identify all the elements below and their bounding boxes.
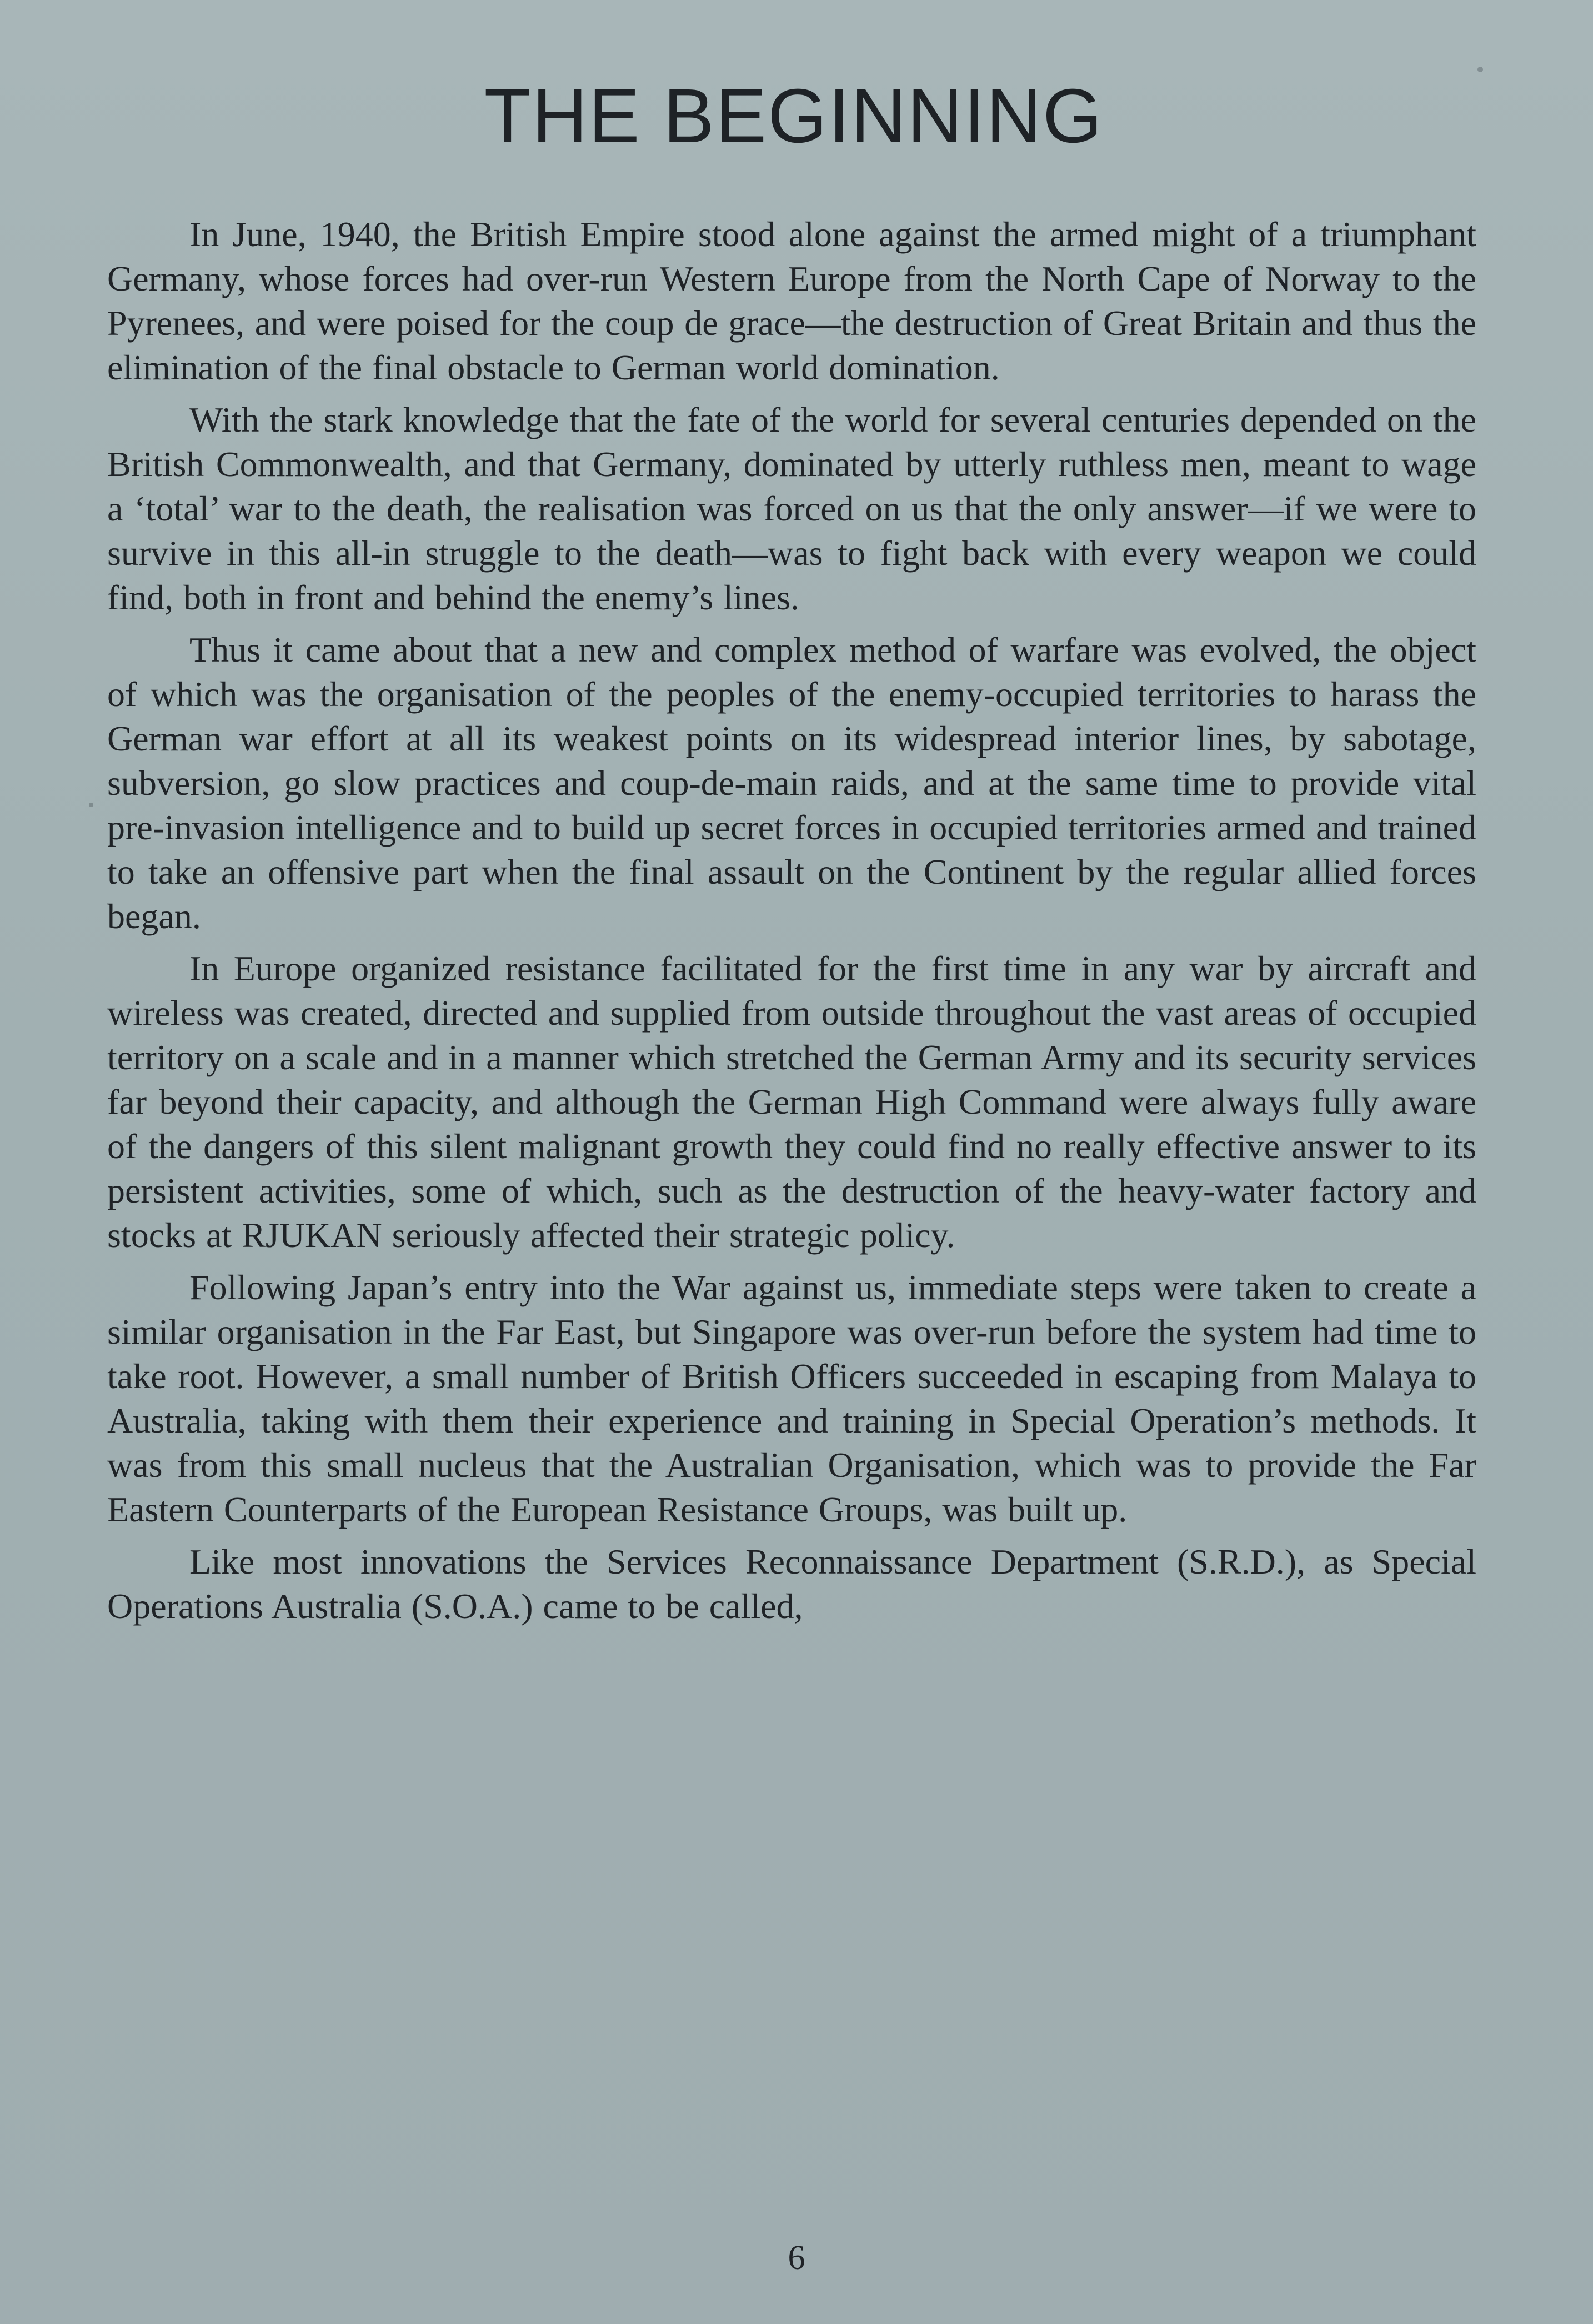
paragraph-6: Like most innovations the Services Reconnaissance Department (S.R.D.), as Special Operations Australia (S.O.A.) came to be called, bbox=[107, 1542, 1476, 1626]
paragraph-4: In Europe organized resistance facilitated for the first time in any war by aircraft and wireless was created, directed and supplied from outside throughout the vast areas of occupied territory on a scale and in a manner which stretched the German Army and its security services far beyond their capacity, and although the German High Command were always fully aware of the dangers of this silent malignant growth they could find no really effective answer to its persistent activities, some of which, such as the destruction of the heavy-water factory and stocks at RJUKAN seriously affected their strategic policy. bbox=[107, 949, 1476, 1255]
paragraph-1: In June, 1940, the British Empire stood alone against the armed might of a triumphant Germany, whose forces had over-run Western Europe from the North Cape of Norway to the Pyrenees, and were poised for the coup de grace—the destruction of Great Britain and thus the elimination of the final obstacle to German world domination. bbox=[107, 214, 1476, 387]
paragraph-3: Thus it came about that a new and complex method of warfare was evolved, the object of which was the organisation of the peoples of the enemy-occupied territories to harass the German war effort at all its weakest points on its widespread interior lines, by sabotage, subversion, go slow practices and coup-de-main raids, and at the same time to provide vital pre-invasion intelligence and to build up secret forces in occupied territories armed and trained to take an offensive part when the final assault on the Continent by the regular allied forces began. bbox=[107, 630, 1476, 936]
paper-spot bbox=[1477, 67, 1483, 72]
body-text bbox=[107, 212, 1476, 1636]
paper-spot bbox=[89, 803, 93, 807]
page-number: 6 bbox=[788, 2239, 805, 2277]
paragraph-2: With the stark knowledge that the fate of the world for several centuries depended on the British Commonwealth, and that Germany, dominated by utterly ruthless men, meant to wage a ‘total’ war to the death, the realisation was forced on us that the only answer—if we were to survive in this all-in struggle to the death—was to fight back with every weapon we could find, both in front and behind the enemy’s lines. bbox=[107, 400, 1476, 617]
page-title: THE BEGINNING bbox=[484, 73, 1104, 159]
paragraph-5: Following Japan’s entry into the War against us, immediate steps were taken to create a similar organisation in the Far East, but Singapore was over-run before the system had time to take root. However, a small number of British Officers succeeded in escaping from Malaya to Australia, taking with them their experience and training in Special Operation’s methods. It was from this small nucleus that the Australian Organisation, which was to provide the Far Eastern Counterparts of the European Resistance Groups, was built up. bbox=[107, 1268, 1476, 1529]
